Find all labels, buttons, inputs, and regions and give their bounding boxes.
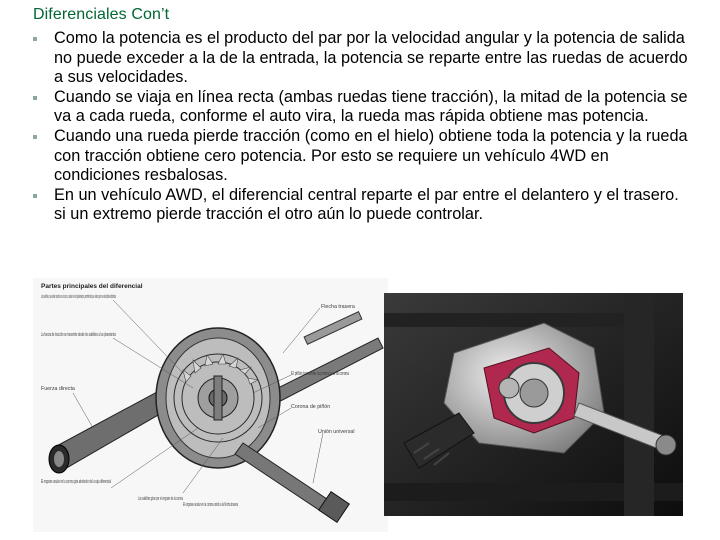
diagram-title: Partes principales del diferencial bbox=[41, 283, 143, 290]
bullet-list bbox=[33, 29, 693, 225]
label-fuerza-directa: Fuerza directa bbox=[41, 386, 75, 392]
label-fuerza-traccion: La fuerza de tracción se transmite desde los satélites a los planetarios bbox=[41, 332, 117, 338]
bullet-item bbox=[33, 186, 693, 225]
bullet-marker-icon bbox=[33, 194, 37, 198]
bullet-text: Cuando una rueda pierde tracción (como en el hielo) obtiene toda la potencia y la rueda con tracción obtiene cero potencia. Por esto se requiere un vehículo 4WD en condiciones resbalosas. bbox=[54, 126, 688, 185]
bullet-text: Cuando se viaja en línea recta (ambas ruedas tiene tracción), la mitad de la potencia se va a cada rueda, conforme el auto vira, la rueda mas rápida obtiene mas potencia. bbox=[54, 87, 688, 126]
differential-diagram bbox=[33, 278, 388, 532]
bullet-marker-icon bbox=[33, 96, 37, 100]
label-satelites-giran: Los satélites giran por el engrane de la corona bbox=[138, 496, 184, 502]
label-union-universal: Unión universal bbox=[318, 429, 355, 435]
bullet-marker-icon bbox=[33, 135, 37, 139]
label-engrane-corona: El engrane anular en la corona unido a la flecha trasera bbox=[183, 502, 239, 508]
bullet-item bbox=[33, 29, 693, 88]
label-flecha-trasera: Flecha trasera bbox=[321, 304, 355, 310]
slide-title: Diferenciales Con’t bbox=[33, 6, 170, 23]
label-corona-pinion: Corona de piñón bbox=[291, 404, 331, 410]
bullet-item bbox=[33, 88, 693, 127]
bullet-marker-icon bbox=[33, 37, 37, 41]
label-satelites: Los satélites, que están unidos en una cruz, ruedan en los planetarios, permitiendo que éstos giren a velocidades distintas bbox=[41, 294, 117, 300]
bullet-text: En un vehículo AWD, el diferencial central reparte el par entre el delantero y el trasero. si un extremo pierde tracción el otro aún lo puede controlar. bbox=[54, 185, 679, 224]
bullet-item bbox=[33, 127, 693, 186]
differential-photo bbox=[384, 293, 683, 516]
label-pinion: El piñón transmite la potencia a la corona bbox=[291, 371, 350, 377]
label-engrane-anular: El engrane anular en la corona gira alrededor de la caja diferencial bbox=[41, 479, 111, 485]
bullet-text: Como la potencia es el producto del par por la velocidad angular y la potencia de salida no puede exceder a la de la entrada, la potencia se reparte entre las ruedas de acuerdo a sus velocidades. bbox=[54, 29, 688, 87]
